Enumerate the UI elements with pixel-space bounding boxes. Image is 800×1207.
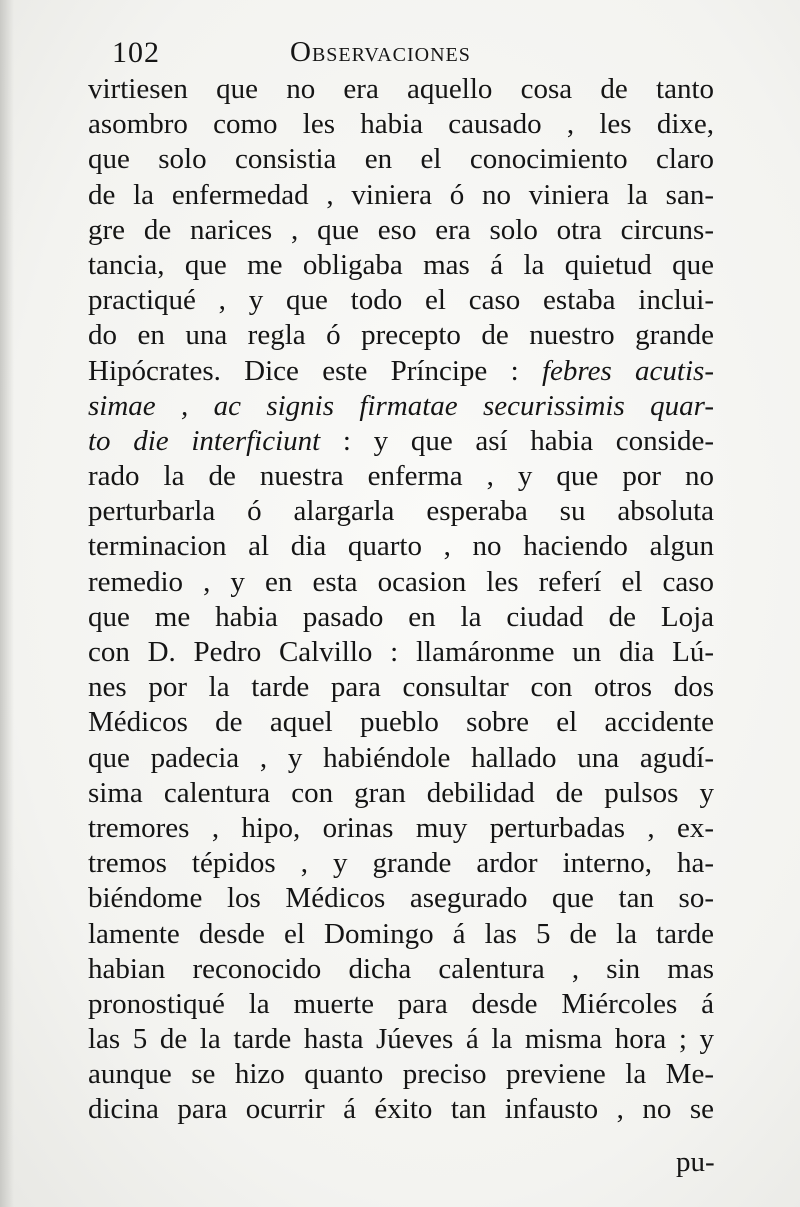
text-line [88, 248, 714, 283]
text-line [88, 1022, 714, 1057]
line-roman-text: virtiesen que no era aquello cosa de tanto [88, 73, 714, 105]
text-line [88, 741, 714, 776]
line-roman-text: tremores , hipo, orinas muy perturbadas , ex- [88, 811, 714, 844]
page-gutter-shadow [0, 0, 14, 1207]
line-roman-text: que me habia pasado en la ciudad de Loja [88, 600, 714, 633]
line-roman-text: biéndome los Médicos asegurado que tan so- [88, 882, 714, 915]
page-header [112, 36, 532, 76]
line-roman-text: rado la de nuestra enferma , y que por no [88, 460, 714, 493]
line-roman-text: tremos tépidos , y grande ardor interno, ha- [88, 847, 714, 880]
line-roman-text: gre de narices , que eso era solo otra circuns- [88, 213, 714, 246]
line-italic-text: to die interficiunt [88, 424, 321, 457]
line-roman-text: que padecia , y habiéndole hallado una agudí- [88, 741, 714, 774]
text-line [88, 952, 714, 987]
line-roman-text: do en una regla ó precepto de nuestro grande [88, 319, 714, 352]
text-line [88, 283, 714, 318]
text-line [88, 318, 714, 353]
text-line [88, 459, 714, 494]
line-roman-text: pronostiqué la muerte para desde Miércoles á [88, 987, 714, 1020]
line-roman-text: habian reconocido dicha calentura , sin mas [88, 952, 714, 985]
text-line [88, 565, 714, 600]
line-roman-text: con D. Pedro Calvillo : llamáronme un dia Lú- [88, 636, 714, 668]
line-roman-text: remedio , y en esta ocasion les referí el caso [88, 565, 714, 598]
text-line [88, 389, 714, 424]
text-line [88, 424, 714, 459]
line-roman-text: dicina para ocurrir á éxito tan infausto , no se [88, 1093, 714, 1126]
body-text [88, 72, 714, 1128]
line-roman-text: que solo consistia en el conocimiento claro [88, 143, 714, 176]
line-roman-text: : y que así habia conside- [320, 424, 714, 457]
line-roman-text: lamente desde el Domingo á las 5 de la tarde [88, 917, 714, 950]
text-line [88, 178, 714, 213]
line-roman-text: aunque se hizo quanto preciso previene la Me- [88, 1058, 714, 1091]
line-roman-text: tancia, que me obligaba mas á la quietud que [88, 248, 714, 281]
page-number: 102 [112, 36, 160, 69]
line-roman-text: sima calentura con gran debilidad de pulsos y [88, 776, 714, 809]
text-line [88, 213, 714, 248]
line-roman-text: las 5 de la tarde hasta Júeves á la misma hora ; y [88, 1023, 714, 1056]
line-roman-text: practiqué , y que todo el caso estaba inclui- [88, 284, 714, 317]
text-line [88, 705, 714, 740]
line-italic-text: febres acutis- [541, 354, 714, 387]
line-roman-text: Médicos de aquel pueblo sobre el accidente [88, 706, 714, 739]
line-roman-text: Hipócrates. Dice este Príncipe : [88, 354, 542, 387]
line-roman-text: nes por la tarde para consultar con otros dos [88, 671, 714, 704]
line-roman-text: terminacion al dia quarto , no haciendo algun [88, 530, 714, 563]
text-line [88, 846, 714, 881]
text-line [88, 529, 714, 564]
text-line [88, 776, 714, 811]
text-line [88, 600, 714, 635]
line-roman-text: perturbarla ó alargarla esperaba su absoluta [88, 495, 714, 528]
line-roman-text: de la enfermedad , viniera ó no viniera la san- [88, 178, 714, 211]
catchword: pu- [676, 1146, 715, 1178]
text-line [88, 354, 714, 389]
text-line [88, 1092, 714, 1127]
text-line [88, 917, 714, 952]
text-line [88, 811, 714, 846]
running-head: Observaciones [290, 36, 471, 68]
text-line [88, 494, 714, 529]
text-line [88, 1057, 714, 1092]
text-line [88, 987, 714, 1022]
text-line [88, 881, 714, 916]
text-line [88, 107, 714, 142]
text-line [88, 142, 714, 177]
line-italic-text: simae , ac signis firmatae securissimis quar- [88, 389, 714, 422]
text-line [88, 670, 714, 705]
text-line [88, 72, 714, 107]
line-roman-text: asombro como les habia causado , les dixe, [88, 108, 714, 141]
text-line [88, 635, 714, 670]
